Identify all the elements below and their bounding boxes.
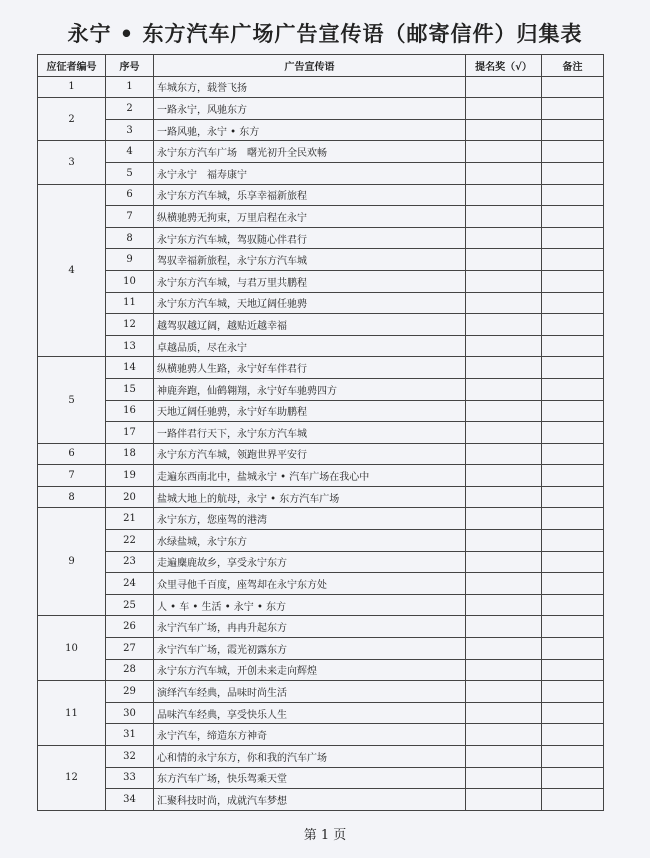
sequence-cell: 29	[106, 681, 154, 703]
remark-cell[interactable]	[542, 789, 604, 811]
entrant-number-cell: 8	[38, 486, 106, 508]
nomination-cell[interactable]	[466, 141, 542, 163]
table-row	[38, 530, 604, 552]
nomination-cell[interactable]	[466, 98, 542, 120]
table-row	[38, 508, 604, 530]
slogan-cell: 纵横驰骋无拘束，万里启程在永宁	[154, 206, 466, 228]
sequence-cell: 8	[106, 227, 154, 249]
nomination-cell[interactable]	[466, 119, 542, 141]
page-title: 永宁 • 东方汽车广场广告宣传语（邮寄信件）归集表	[67, 22, 583, 46]
table-row	[38, 465, 604, 487]
table-row	[38, 789, 604, 811]
sequence-cell: 7	[106, 206, 154, 228]
header-slogan: 广告宣传语	[154, 55, 466, 77]
slogan-cell: 越驾驭越辽阔，越贴近越幸福	[154, 314, 466, 336]
entrant-number-cell: 7	[38, 465, 106, 487]
table-row	[38, 249, 604, 271]
slogan-cell: 一路永宁，风驰东方	[154, 98, 466, 120]
remark-cell[interactable]	[542, 270, 604, 292]
remark-cell[interactable]	[542, 638, 604, 660]
remark-cell[interactable]	[542, 767, 604, 789]
remark-cell[interactable]	[542, 573, 604, 595]
slogan-table	[37, 54, 604, 811]
table-row	[38, 162, 604, 184]
remark-cell[interactable]	[542, 141, 604, 163]
sequence-cell: 23	[106, 551, 154, 573]
slogan-cell: 走遍麋鹿故乡，享受永宁东方	[154, 551, 466, 573]
nomination-cell[interactable]	[466, 292, 542, 314]
slogan-cell: 水绿盐城，永宁东方	[154, 530, 466, 552]
sequence-cell: 28	[106, 659, 154, 681]
slogan-cell: 汇聚科技时尚，成就汽车梦想	[154, 789, 466, 811]
nomination-cell[interactable]	[466, 551, 542, 573]
remark-cell[interactable]	[542, 400, 604, 422]
table-row	[38, 767, 604, 789]
nomination-cell[interactable]	[466, 681, 542, 703]
slogan-cell: 永宁东方汽车城，领跑世界平安行	[154, 443, 466, 465]
nomination-cell[interactable]	[466, 594, 542, 616]
entrant-number-cell: 4	[38, 184, 106, 357]
table-body	[38, 76, 604, 810]
slogan-cell: 永宁东方汽车广场 曙光初升全民欢畅	[154, 141, 466, 163]
header-entrant-number: 应征者编号	[38, 55, 106, 77]
sequence-cell: 10	[106, 270, 154, 292]
remark-cell[interactable]	[542, 378, 604, 400]
table-row	[38, 335, 604, 357]
table-row	[38, 141, 604, 163]
sequence-cell: 24	[106, 573, 154, 595]
nomination-cell[interactable]	[466, 400, 542, 422]
remark-cell[interactable]	[542, 422, 604, 444]
sequence-cell: 27	[106, 638, 154, 660]
slogan-cell: 天地辽阔任驰骋，永宁好车助鹏程	[154, 400, 466, 422]
sequence-cell: 34	[106, 789, 154, 811]
slogan-cell: 盐城大地上的航母，永宁 • 东方汽车广场	[154, 486, 466, 508]
sequence-cell: 19	[106, 465, 154, 487]
entrant-number-cell: 2	[38, 98, 106, 141]
slogan-cell: 走遍东西南北中，盐城永宁 • 汽车广场在我心中	[154, 465, 466, 487]
sequence-cell: 4	[106, 141, 154, 163]
slogan-cell: 一路风驰，永宁 • 东方	[154, 119, 466, 141]
remark-cell[interactable]	[542, 119, 604, 141]
table-header-row	[38, 55, 604, 77]
sequence-cell: 12	[106, 314, 154, 336]
sequence-cell: 20	[106, 486, 154, 508]
remark-cell[interactable]	[542, 746, 604, 768]
remark-cell[interactable]	[542, 724, 604, 746]
slogan-cell: 永宁东方，您座驾的港湾	[154, 508, 466, 530]
slogan-cell: 品味汽车经典，享受快乐人生	[154, 702, 466, 724]
sequence-cell: 1	[106, 76, 154, 98]
slogan-cell: 永宁永宁 福寿康宁	[154, 162, 466, 184]
sequence-cell: 5	[106, 162, 154, 184]
sequence-cell: 16	[106, 400, 154, 422]
slogan-cell: 车城东方，载誉飞扬	[154, 76, 466, 98]
remark-cell[interactable]	[542, 227, 604, 249]
table-row	[38, 638, 604, 660]
entrant-number-cell: 5	[38, 357, 106, 443]
entrant-number-cell: 11	[38, 681, 106, 746]
sequence-cell: 30	[106, 702, 154, 724]
table-row	[38, 486, 604, 508]
page-number: 第 1 页	[303, 828, 347, 843]
table-row	[38, 681, 604, 703]
remark-cell[interactable]	[542, 508, 604, 530]
entrant-number-cell: 10	[38, 616, 106, 681]
sequence-cell: 2	[106, 98, 154, 120]
remark-cell[interactable]	[542, 357, 604, 379]
nomination-cell[interactable]	[466, 249, 542, 271]
table-row	[38, 616, 604, 638]
table-row	[38, 573, 604, 595]
nomination-cell[interactable]	[466, 724, 542, 746]
slogan-cell: 卓越品质，尽在永宁	[154, 335, 466, 357]
table-row	[38, 98, 604, 120]
slogan-cell: 永宁汽车广场，霞光初露东方	[154, 638, 466, 660]
slogan-cell: 永宁东方汽车城，天地辽阔任驰骋	[154, 292, 466, 314]
table-row	[38, 357, 604, 379]
table-row	[38, 659, 604, 681]
remark-cell[interactable]	[542, 249, 604, 271]
nomination-cell[interactable]	[466, 378, 542, 400]
slogan-cell: 神鹿奔跑，仙鹤翱翔，永宁好车驰骋四方	[154, 378, 466, 400]
table-row	[38, 443, 604, 465]
slogan-cell: 人 • 车 • 生活 • 永宁 • 东方	[154, 594, 466, 616]
nomination-cell[interactable]	[466, 767, 542, 789]
table-row	[38, 206, 604, 228]
entrant-number-cell: 1	[38, 76, 106, 98]
remark-cell[interactable]	[542, 184, 604, 206]
remark-cell[interactable]	[542, 335, 604, 357]
nomination-cell[interactable]	[466, 616, 542, 638]
entrant-number-cell: 3	[38, 141, 106, 184]
slogan-cell: 驾驭幸福新旅程，永宁东方汽车城	[154, 249, 466, 271]
table-row	[38, 594, 604, 616]
sequence-cell: 22	[106, 530, 154, 552]
remark-cell[interactable]	[542, 616, 604, 638]
sequence-cell: 6	[106, 184, 154, 206]
slogan-cell: 永宁东方汽车城，乐享幸福新旅程	[154, 184, 466, 206]
remark-cell[interactable]	[542, 530, 604, 552]
slogan-cell: 永宁东方汽车城，驾驭随心伴君行	[154, 227, 466, 249]
remark-cell[interactable]	[542, 314, 604, 336]
table-row	[38, 724, 604, 746]
nomination-cell[interactable]	[466, 314, 542, 336]
remark-cell[interactable]	[542, 98, 604, 120]
sequence-cell: 17	[106, 422, 154, 444]
slogan-cell: 永宁东方汽车城，与君万里共鹏程	[154, 270, 466, 292]
header-nomination: 提名奖（√）	[466, 55, 542, 77]
remark-cell[interactable]	[542, 465, 604, 487]
entrant-number-cell: 12	[38, 746, 106, 811]
nomination-cell[interactable]	[466, 76, 542, 98]
sequence-cell: 13	[106, 335, 154, 357]
sequence-cell: 21	[106, 508, 154, 530]
nomination-cell[interactable]	[466, 227, 542, 249]
sequence-cell: 14	[106, 357, 154, 379]
slogan-cell: 东方汽车广场，快乐驾乘天堂	[154, 767, 466, 789]
table-row	[38, 227, 604, 249]
table-row	[38, 551, 604, 573]
nomination-cell[interactable]	[466, 357, 542, 379]
sequence-cell: 31	[106, 724, 154, 746]
sequence-cell: 9	[106, 249, 154, 271]
header-remark: 备注	[542, 55, 604, 77]
table-row	[38, 746, 604, 768]
remark-cell[interactable]	[542, 486, 604, 508]
remark-cell[interactable]	[542, 162, 604, 184]
nomination-cell[interactable]	[466, 443, 542, 465]
table-row	[38, 292, 604, 314]
table-row	[38, 702, 604, 724]
entrant-number-cell: 6	[38, 443, 106, 465]
table-row	[38, 119, 604, 141]
sequence-cell: 3	[106, 119, 154, 141]
entrant-number-cell: 9	[38, 508, 106, 616]
remark-cell[interactable]	[542, 551, 604, 573]
sequence-cell: 25	[106, 594, 154, 616]
remark-cell[interactable]	[542, 443, 604, 465]
sequence-cell: 33	[106, 767, 154, 789]
slogan-cell: 永宁东方汽车城，开创未来走向辉煌	[154, 659, 466, 681]
sequence-cell: 18	[106, 443, 154, 465]
nomination-cell[interactable]	[466, 162, 542, 184]
nomination-cell[interactable]	[466, 184, 542, 206]
nomination-cell[interactable]	[466, 465, 542, 487]
sequence-cell: 11	[106, 292, 154, 314]
slogan-cell: 永宁汽车广场，冉冉升起东方	[154, 616, 466, 638]
remark-cell[interactable]	[542, 206, 604, 228]
nomination-cell[interactable]	[466, 746, 542, 768]
remark-cell[interactable]	[542, 659, 604, 681]
slogan-cell: 演绎汽车经典，品味时尚生活	[154, 681, 466, 703]
remark-cell[interactable]	[542, 594, 604, 616]
nomination-cell[interactable]	[466, 573, 542, 595]
nomination-cell[interactable]	[466, 530, 542, 552]
slogan-cell: 一路伴君行天下，永宁东方汽车城	[154, 422, 466, 444]
table-row	[38, 76, 604, 98]
nomination-cell[interactable]	[466, 638, 542, 660]
table-row	[38, 184, 604, 206]
table-row	[38, 314, 604, 336]
nomination-cell[interactable]	[466, 659, 542, 681]
sequence-cell: 15	[106, 378, 154, 400]
remark-cell[interactable]	[542, 702, 604, 724]
table-row	[38, 422, 604, 444]
slogan-cell: 纵横驰骋人生路，永宁好车伴君行	[154, 357, 466, 379]
nomination-cell[interactable]	[466, 422, 542, 444]
table-row	[38, 378, 604, 400]
sequence-cell: 32	[106, 746, 154, 768]
nomination-cell[interactable]	[466, 270, 542, 292]
header-sequence: 序号	[106, 55, 154, 77]
remark-cell[interactable]	[542, 76, 604, 98]
slogan-cell: 众里寻他千百度，座驾却在永宁东方处	[154, 573, 466, 595]
slogan-cell: 永宁汽车，缔造东方神奇	[154, 724, 466, 746]
sequence-cell: 26	[106, 616, 154, 638]
nomination-cell[interactable]	[466, 789, 542, 811]
table-row	[38, 270, 604, 292]
remark-cell[interactable]	[542, 681, 604, 703]
nomination-cell[interactable]	[466, 486, 542, 508]
nomination-cell[interactable]	[466, 335, 542, 357]
slogan-cell: 心和情的永宁东方，你和我的汽车广场	[154, 746, 466, 768]
remark-cell[interactable]	[542, 292, 604, 314]
table-row	[38, 400, 604, 422]
nomination-cell[interactable]	[466, 508, 542, 530]
nomination-cell[interactable]	[466, 702, 542, 724]
nomination-cell[interactable]	[466, 206, 542, 228]
